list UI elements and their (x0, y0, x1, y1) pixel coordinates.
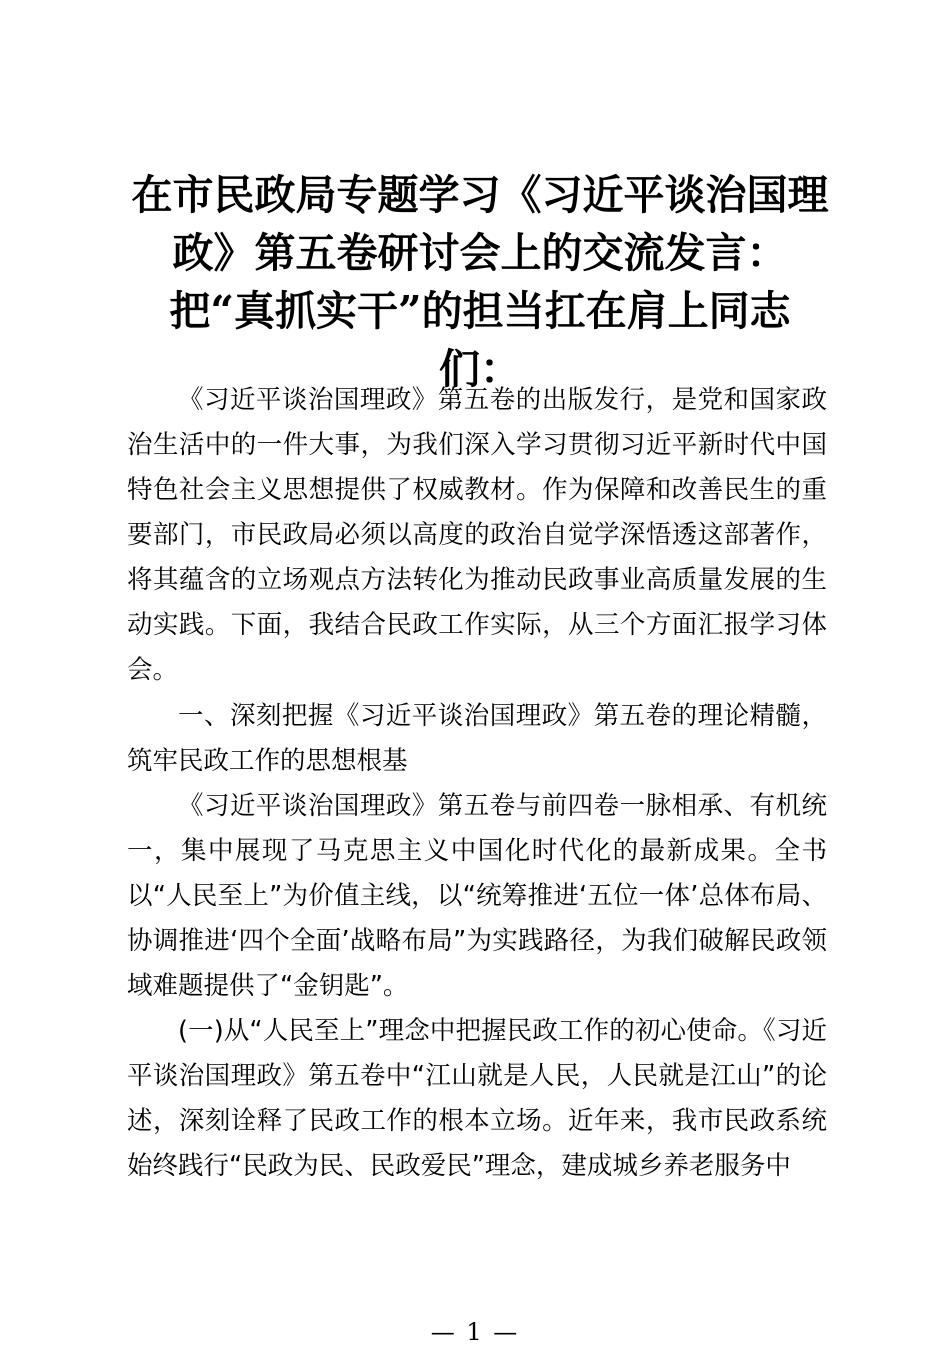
document-body (127, 378, 827, 1189)
section-heading-1: 一、深刻把握《习近平谈治国理政》第五卷的理论精髓，筑牢民政工作的思想根基 (127, 701, 827, 776)
intro-paragraph: 《习近平谈治国理政》第五卷的出版发行，是党和国家政治生活中的一件大事，为我们深入学习贯彻习近平新时代中国特色社会主义思想提供了权威教材。作为保障和改善民生的重要部门，市民政局必须以高度的政治自觉学深悟透这部著作，将其蕴含的立场观点方法转化为推动民政事业高质量发展的生动实践。下面，我结合民政工作实际，从三个方面汇报学习体会。 (127, 385, 827, 685)
page-number: — 1 — (430, 1318, 520, 1346)
title-line-1: 在市民政局专题学习《习近平谈治国理 (131, 171, 829, 219)
title-line-2: 政》第五卷研讨会上的交流发言： (172, 229, 788, 277)
subsection-paragraph-1: (一)从“人民至上”理念中把握民政工作的初心使命。《习近平谈治国理政》第五卷中“江山就是人民，人民就是江山”的论述，深刻诠释了民政工作的根本立场。近年来，我市民政系统始终践行“民政为民、民政爱民”理念，建成城乡养老服务中 (127, 1016, 827, 1181)
document-title (110, 166, 850, 398)
title-line-3: 把“真抓实干”的担当扛在肩上同志 (169, 287, 791, 335)
section-paragraph-1: 《习近平谈治国理政》第五卷与前四卷一脉相承、有机统一，集中展现了马克思主义中国化时代化的最新成果。全书以“人民至上”为价值主线，以“统筹推进‘五位一体’总体布局、协调推进‘四个全面’战略布局”为实践路径，为我们破解民政领域难题提供了“金钥匙”。 (127, 791, 827, 1001)
title-line-4: 们： (439, 345, 521, 393)
